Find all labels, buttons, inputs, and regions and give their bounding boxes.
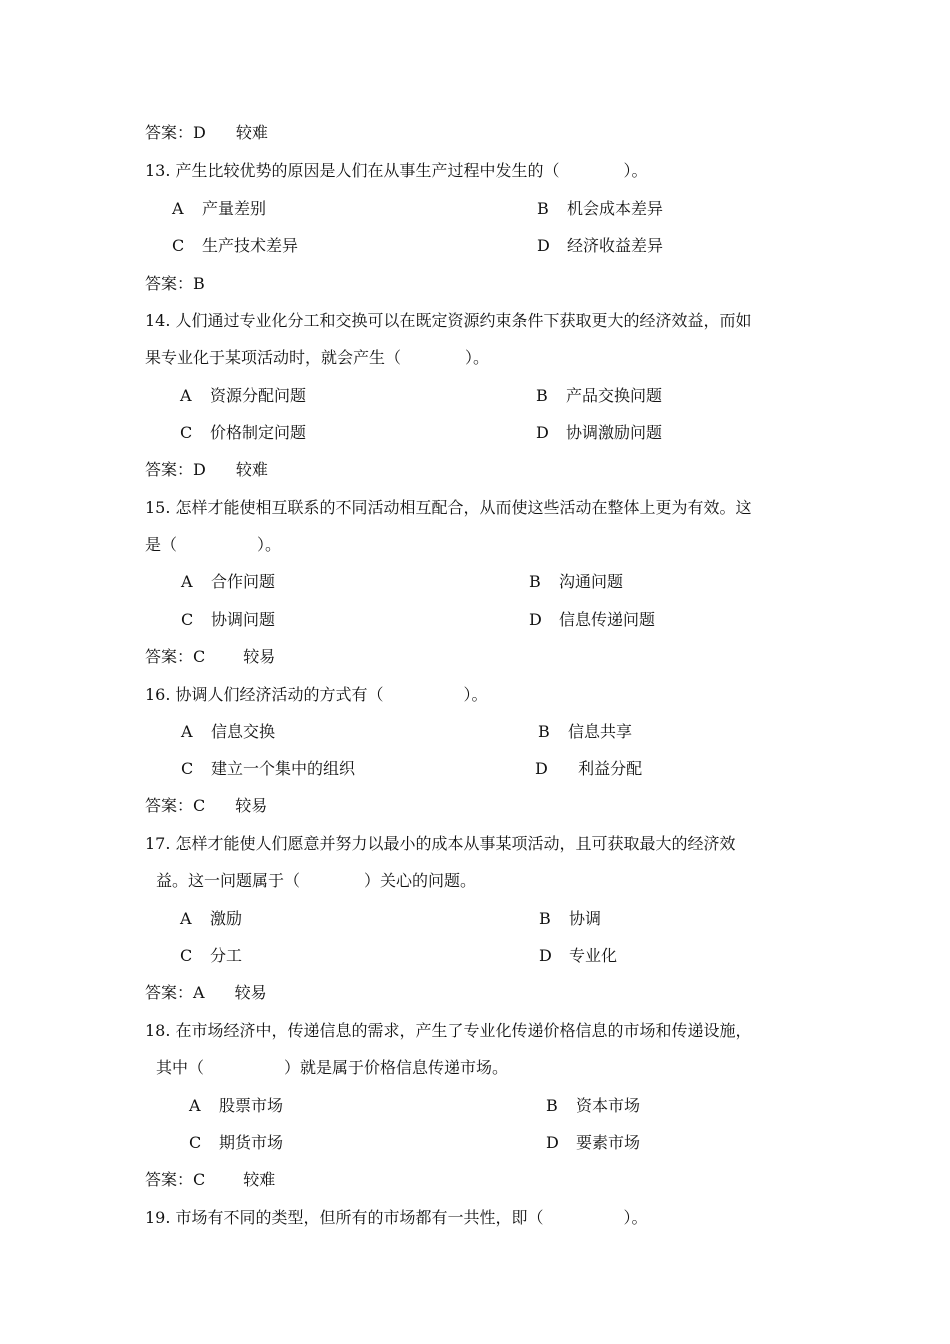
option-letter: D bbox=[529, 610, 542, 629]
option-letter: A bbox=[180, 909, 192, 928]
question-16-text: 16. 协调人们经济活动的方式有（ ）。 bbox=[145, 685, 488, 704]
option-text: 股票市场 bbox=[219, 1096, 284, 1115]
option-letter: B bbox=[529, 572, 541, 591]
answer-line-16 bbox=[145, 795, 267, 817]
option-text: 合作问题 bbox=[211, 572, 276, 591]
option-letter: A bbox=[189, 1096, 201, 1115]
option-text: 协调问题 bbox=[211, 610, 276, 629]
option-text: 经济收益差异 bbox=[567, 236, 664, 255]
option-text: 信息传递问题 bbox=[559, 610, 656, 629]
option-14-d bbox=[536, 422, 662, 444]
option-text: 资本市场 bbox=[576, 1096, 641, 1115]
option-17-d bbox=[539, 945, 617, 967]
option-15-d bbox=[529, 609, 655, 631]
option-17-c bbox=[180, 945, 242, 967]
option-letter: C bbox=[180, 946, 193, 965]
option-16-a bbox=[181, 721, 275, 743]
option-13-b bbox=[537, 198, 663, 220]
question-18-text-line1: 18. 在市场经济中，传递信息的需求，产生了专业化传递价格信息的市场和传递设施， bbox=[145, 1021, 752, 1040]
option-15-a bbox=[181, 571, 275, 593]
option-letter: B bbox=[546, 1096, 558, 1115]
option-text: 要素市场 bbox=[576, 1133, 641, 1152]
option-14-c bbox=[180, 422, 306, 444]
option-text: 激励 bbox=[210, 909, 243, 928]
option-letter: C bbox=[172, 236, 185, 255]
answer-label: 答案：C bbox=[145, 1170, 206, 1189]
option-letter: C bbox=[181, 759, 194, 778]
option-text: 协调 bbox=[569, 909, 602, 928]
option-18-c bbox=[189, 1132, 283, 1154]
option-15-b bbox=[529, 571, 623, 593]
option-text: 沟通问题 bbox=[559, 572, 624, 591]
option-17-b bbox=[539, 908, 601, 930]
option-text: 价格制定问题 bbox=[210, 423, 307, 442]
option-16-d bbox=[535, 758, 642, 780]
option-letter: D bbox=[546, 1133, 559, 1152]
difficulty-label: 较易 bbox=[234, 983, 267, 1002]
answer-label: 答案：C bbox=[145, 647, 206, 666]
option-letter: B bbox=[536, 386, 548, 405]
option-letter: A bbox=[180, 386, 192, 405]
answer-line-18 bbox=[145, 1169, 275, 1191]
option-letter: B bbox=[539, 909, 551, 928]
answer-label: 答案：D bbox=[145, 123, 206, 142]
difficulty-label: 较难 bbox=[243, 1170, 276, 1189]
question-13-text: 13. 产生比较优势的原因是人们在从事生产过程中发生的（ ）。 bbox=[145, 161, 648, 180]
option-15-c bbox=[181, 609, 275, 631]
option-18-d bbox=[546, 1132, 640, 1154]
option-13-a bbox=[172, 198, 266, 220]
option-text: 产品交换问题 bbox=[566, 386, 663, 405]
option-letter: A bbox=[172, 199, 184, 218]
option-16-b bbox=[538, 721, 632, 743]
question-17-text-line2: 益。这一问题属于（ ）关心的问题。 bbox=[156, 871, 477, 890]
answer-line-13 bbox=[145, 273, 235, 295]
option-letter: D bbox=[539, 946, 552, 965]
option-18-a bbox=[189, 1095, 283, 1117]
option-text: 期货市场 bbox=[219, 1133, 284, 1152]
option-letter: A bbox=[181, 572, 193, 591]
difficulty-label: 较难 bbox=[235, 123, 268, 142]
question-17-text-line1: 17. 怎样才能使人们愿意并努力以最小的成本从事某项活动，且可获取最大的经济效 bbox=[145, 834, 736, 853]
option-text: 产量差别 bbox=[202, 199, 267, 218]
option-letter: D bbox=[537, 236, 550, 255]
option-letter: C bbox=[180, 423, 193, 442]
option-letter: C bbox=[189, 1133, 202, 1152]
question-14-text-line1: 14. 人们通过专业化分工和交换可以在既定资源约束条件下获取更大的经济效益，而如 bbox=[145, 311, 752, 330]
answer-line-17 bbox=[145, 982, 267, 1004]
option-14-b bbox=[536, 385, 662, 407]
difficulty-label: 较易 bbox=[243, 647, 276, 666]
option-text: 资源分配问题 bbox=[210, 386, 307, 405]
option-text: 建立一个集中的组织 bbox=[211, 759, 356, 778]
answer-line-12 bbox=[145, 122, 268, 144]
question-19-text: 19. 市场有不同的类型，但所有的市场都有一共性，即（ ）。 bbox=[145, 1208, 648, 1227]
option-letter: B bbox=[538, 722, 550, 741]
answer-label: 答案：D bbox=[145, 460, 206, 479]
answer-label: 答案：A bbox=[145, 983, 205, 1002]
option-text: 专业化 bbox=[569, 946, 618, 965]
option-text: 分工 bbox=[210, 946, 243, 965]
option-13-c bbox=[172, 235, 298, 257]
answer-line-14 bbox=[145, 459, 268, 481]
option-text: 协调激励问题 bbox=[566, 423, 663, 442]
option-letter: D bbox=[535, 759, 548, 778]
option-13-d bbox=[537, 235, 663, 257]
question-18-text-line2: 其中（ ）就是属于价格信息传递市场。 bbox=[156, 1058, 509, 1077]
option-16-c bbox=[181, 758, 355, 780]
option-18-b bbox=[546, 1095, 640, 1117]
option-text: 利益分配 bbox=[573, 759, 643, 778]
answer-label: 答案：C bbox=[145, 796, 206, 815]
option-text: 信息交换 bbox=[211, 722, 276, 741]
question-14-text-line2: 果专业化于某项活动时，就会产生（ ）。 bbox=[145, 348, 490, 367]
question-15-text-line2: 是（ ）。 bbox=[145, 535, 282, 554]
option-text: 机会成本差异 bbox=[567, 199, 664, 218]
option-17-a bbox=[180, 908, 242, 930]
option-letter: A bbox=[181, 722, 193, 741]
difficulty-label: 较难 bbox=[235, 460, 268, 479]
option-letter: C bbox=[181, 610, 194, 629]
option-text: 生产技术差异 bbox=[202, 236, 299, 255]
option-letter: B bbox=[537, 199, 549, 218]
option-letter: D bbox=[536, 423, 549, 442]
option-14-a bbox=[180, 385, 306, 407]
question-15-text-line1: 15. 怎样才能使相互联系的不同活动相互配合，从而使这些活动在整体上更为有效。这 bbox=[145, 498, 752, 517]
answer-label: 答案：B bbox=[145, 274, 205, 293]
answer-line-15 bbox=[145, 646, 275, 668]
difficulty-label: 较易 bbox=[235, 796, 268, 815]
option-text: 信息共享 bbox=[568, 722, 633, 741]
